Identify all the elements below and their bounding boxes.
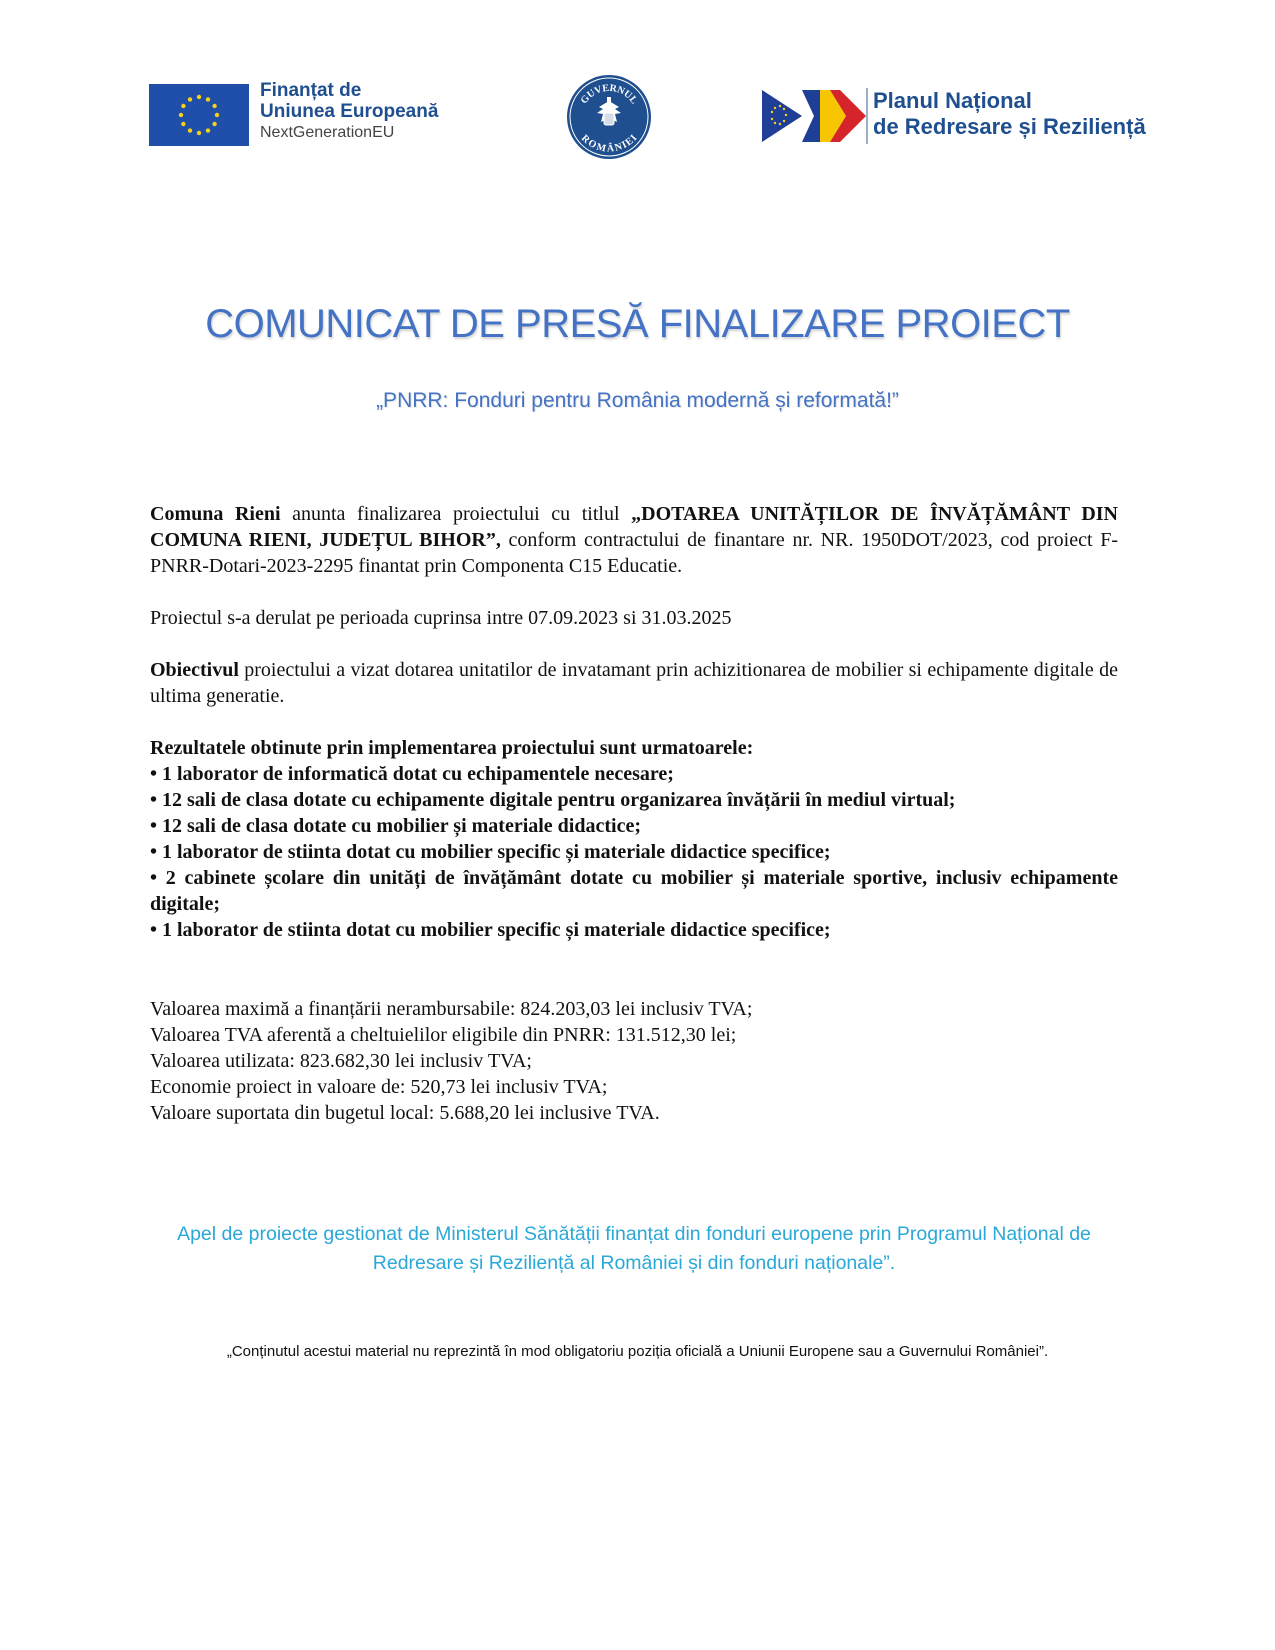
funding-call-note: Apel de proiecte gestionat de Ministerul Sănătății finanțat din fonduri europene prin Programul Național de Redresare și Reziliență al României și din fonduri naționale”.: [177, 1223, 1091, 1274]
value-line: Valoarea TVA aferentă a cheltuielilor eligibile din PNRR: 131.512,30 lei;: [150, 1024, 737, 1046]
pnrr-arrows-logo: [762, 88, 870, 144]
objective-text: proiectului a vizat dotarea unitatilor de invatamant prin achizitionarea de mobilier si echipamente digitale de ultima generatie.: [150, 659, 1118, 707]
value-line: Valoarea utilizata: 823.682,30 lei inclusiv TVA;: [150, 1050, 532, 1072]
results-section: [150, 735, 1118, 943]
eu-flag-logo: [149, 84, 249, 146]
eu-stars-icon: [149, 84, 249, 146]
intro-text-1: anunta finalizarea proiectului cu titlul: [280, 503, 632, 525]
results-item: • 2 cabinete școlare din unități de învățământ dotate cu mobilier și materiale sportive, inclusiv echipamente digitale;: [150, 867, 1118, 915]
eu-logo-line3: NextGenerationEU: [260, 124, 395, 141]
page-subtitle: „PNRR: Fonduri pentru România modernă și reformată!”: [376, 389, 899, 412]
entity-name: Comuna Rieni: [150, 503, 281, 525]
pnrr-divider: [866, 88, 868, 144]
pnrr-logo-line2: de Redresare și Reziliență: [873, 114, 1146, 139]
objective-paragraph: [150, 657, 1118, 709]
results-item: • 1 laborator de stiinta dotat cu mobilier specific și materiale didactice specifice;: [150, 841, 831, 863]
results-item: • 1 laborator de informatică dotat cu echipamentele necesare;: [150, 763, 674, 785]
eu-logo-text: [260, 80, 438, 144]
results-item: • 12 sali de clasa dotate cu mobilier și materiale didactice;: [150, 815, 641, 837]
value-line: Economie proiect in valoare de: 520,73 lei inclusiv TVA;: [150, 1076, 608, 1098]
eu-logo-line1: Finanțat de: [260, 80, 362, 101]
values-section: [150, 996, 1118, 1126]
results-item: • 1 laborator de stiinta dotat cu mobilier specific și materiale didactice specifice;: [150, 919, 831, 941]
page-title: COMUNICAT DE PRESĂ FINALIZARE PROIECT: [205, 302, 1070, 346]
period-paragraph: Proiectul s-a derulat pe perioada cuprinsa intre 07.09.2023 si 31.03.2025: [150, 607, 732, 629]
pnrr-logo-text: [873, 88, 1146, 140]
objective-label: Obiectivul: [150, 659, 239, 681]
project-title: „DOTAREA UNITĂȚILOR DE ÎNVĂȚĂMÂNT DIN COMUNA RIENI, JUDEȚUL BIHOR”,: [150, 503, 1118, 551]
seal-text-top: GUVERNUL: [578, 82, 640, 107]
pnrr-logo-line1: Planul Național: [873, 88, 1032, 113]
intro-paragraph: [150, 501, 1118, 579]
eu-logo-line2: Uniunea Europeană: [260, 101, 439, 122]
results-item: • 12 sali de clasa dotate cu echipamente digitale pentru organizarea învățării în mediul virtual;: [150, 789, 956, 811]
disclaimer: „Conținutul acestui material nu reprezintă în mod obligatoriu poziția oficială a Uniunii Europene sau a Guvernului României”.: [226, 1343, 1049, 1360]
results-heading: Rezultatele obtinute prin implementarea proiectului sunt urmatoarele:: [150, 737, 754, 759]
seal-text-bottom: ROMÂNIEI: [578, 132, 640, 155]
intro-text-2: conform contractului de finantare nr. NR. 1950DOT/2023, cod proiect F-PNRR-Dotari-2023-2295 finantat prin Componenta C15 Educatie.: [150, 529, 1119, 577]
value-line: Valoare suportata din bugetul local: 5.688,20 lei inclusive TVA.: [150, 1102, 660, 1124]
government-seal-logo: [565, 73, 653, 161]
value-line: Valoarea maximă a finanțării nerambursabile: 824.203,03 lei inclusiv TVA;: [150, 998, 753, 1020]
